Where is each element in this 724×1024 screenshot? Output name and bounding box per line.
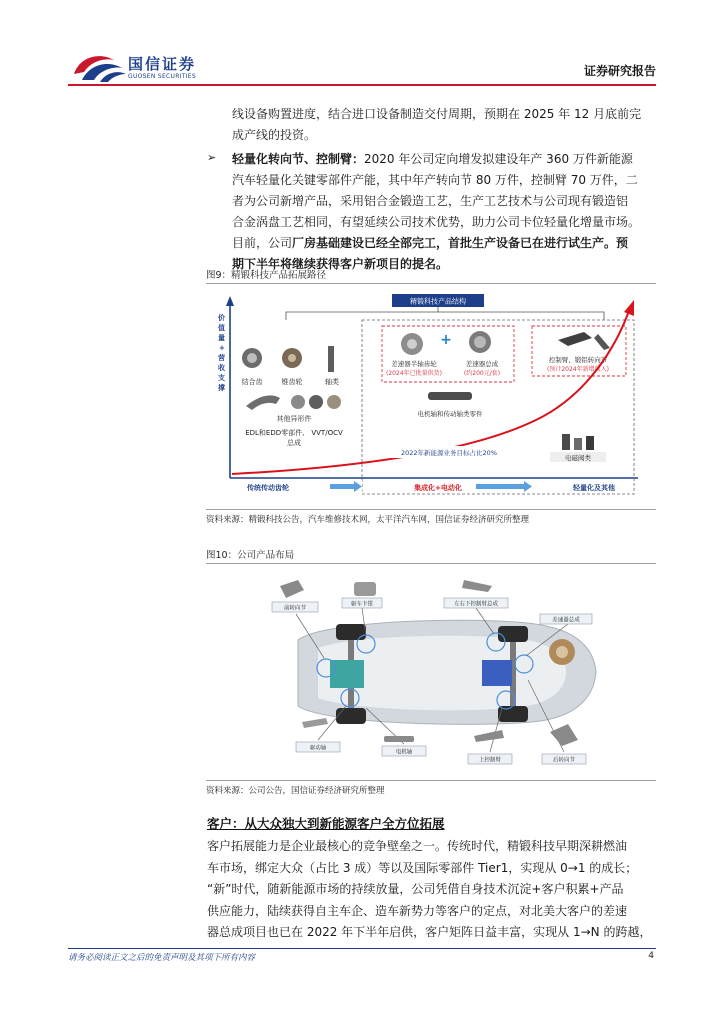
shaft-icon xyxy=(328,346,334,372)
front-knuckle-icon xyxy=(280,580,304,598)
figure9-bottom-rule xyxy=(206,509,656,510)
text-line: 汽车轻量化关键零部件产能，其中年产转向节 80 万件，控制臂 70 万件，二 xyxy=(232,173,638,187)
product-note: (2024年已批量供货) xyxy=(386,370,442,377)
figure9-top-rule xyxy=(206,283,656,284)
text-line: 线设备购置进度，结合进口设备制造交付周期，预期在 2025 年 12 月底前完 xyxy=(232,107,642,121)
y-axis-char: 撑 xyxy=(218,384,225,392)
part-icon xyxy=(327,395,341,409)
section-paragraph xyxy=(207,836,657,944)
y-axis-char: 收 xyxy=(218,364,225,372)
product-label: 差速器总成 xyxy=(465,360,499,368)
figure10-source: 资料来源：公司公告，国信证券经济研究所整理 xyxy=(206,786,385,796)
wheel-icon xyxy=(336,624,366,640)
text-span: 目前，公司 xyxy=(232,236,293,250)
part-label: 驱车卡钳 xyxy=(350,601,374,608)
y-axis-char: + xyxy=(219,344,225,352)
figure10-bottom-rule xyxy=(206,780,656,781)
timeline-arrow-icon xyxy=(476,481,532,492)
traditional-products xyxy=(242,346,343,447)
header-divider xyxy=(68,84,656,86)
text-line: 合金涡盘工艺相同，有望延续公司技术优势，助力公司卡位轻量化增量市场。 xyxy=(232,215,641,229)
section-heading: 客户：从大众独大到新能源客户全方位拓展 xyxy=(207,816,445,831)
rear-knuckle-icon xyxy=(550,724,578,746)
product-structure-label: 精锻科技产品结构 xyxy=(410,297,466,306)
part-label: 前转向节 xyxy=(283,605,307,612)
timeline-label: 轻量化及其他 xyxy=(573,484,615,492)
guosen-logo-icon xyxy=(70,50,130,84)
bullet-heading: 轻量化转向节、控制臂： xyxy=(232,152,365,166)
text-span-bold: 厂房基础建设已经全部完工，首批生产设备已在进行试生产。预 xyxy=(292,236,629,250)
y-axis-arrow-icon xyxy=(226,296,234,306)
text-line: 供应能力，陆续获得自主车企、造车新势力等客户的定点，对北美大客户的差速 xyxy=(207,903,628,918)
part-label: 驱动轴 xyxy=(309,745,327,752)
y-axis-char: 值 xyxy=(218,324,225,332)
plus-icon: + xyxy=(440,332,452,348)
y-axis-label xyxy=(217,313,226,392)
y-axis-char: 支 xyxy=(218,374,225,382)
product-label: 控制臂、锻铝转向节 xyxy=(548,356,608,364)
page-number: 4 xyxy=(648,951,654,961)
knuckle-icon xyxy=(594,334,610,350)
part-label: 后转向节 xyxy=(552,757,576,764)
front-motor-icon xyxy=(330,660,364,688)
product-label: 电磁阀类 xyxy=(565,454,591,462)
timeline-label: 集成化+电动化 xyxy=(414,484,462,492)
footer-disclaimer: 请务必阅读正文之后的免责声明及其项下所有内容 xyxy=(68,953,256,963)
report-type-label: 证券研究报告 xyxy=(583,64,656,78)
figure9-title: 图9：精锻科技产品拓展路径 xyxy=(206,270,327,281)
product-label: 锥齿轮 xyxy=(281,378,303,386)
bullet-paragraph xyxy=(232,149,657,275)
product-label: 差速器半轴齿轮 xyxy=(391,360,437,368)
product-label: 电机轴和传动轴类零件 xyxy=(417,410,483,418)
text-line xyxy=(232,149,657,170)
bullet-icon: ➢ xyxy=(207,151,217,164)
figure10-top-rule xyxy=(206,563,656,564)
figure10-diagram xyxy=(206,568,656,778)
text-line: 者为公司新增产品，采用铝合金锻造工艺，生产工艺技术与公司现有锻造铝 xyxy=(232,194,629,208)
product-note: (预计2024年新增收入) xyxy=(547,366,609,373)
footer-divider xyxy=(68,948,656,949)
text-line: 客户拓展能力是企业最核心的竞争壁垒之一。传统时代，精锻科技早期深耕燃油 xyxy=(207,839,628,853)
y-axis-char: 价 xyxy=(218,314,225,322)
solenoid-valve-icon xyxy=(562,434,570,450)
wheel-icon xyxy=(336,708,366,724)
part-icon xyxy=(291,395,305,409)
rear-drive-unit-icon xyxy=(482,660,512,686)
part-label: 上控制臂 xyxy=(478,757,502,764)
part-label: 差速器总成 xyxy=(552,617,580,624)
product-note: (约200元/套) xyxy=(463,370,501,377)
figure9-diagram xyxy=(206,288,656,506)
text-line: “新”时代，随新能源市场的持续放量，公司凭借自身技术沉淀+客户积累+产品 xyxy=(207,882,624,896)
text-span: 2020 年公司定向增发拟建设年产 360 万件新能源 xyxy=(364,152,633,166)
motor-shaft-icon xyxy=(428,392,472,400)
product-label: EDL和EDD零部件、 VVT/OCV xyxy=(245,429,343,437)
text-line: 器总成项目也已在 2022 年下半年启供，客户矩阵日益丰富，实现从 1→N 的跨越， xyxy=(207,925,652,939)
text-line-bold: 期下半年将继续获得客户新项目的提名。 xyxy=(232,257,449,271)
control-arm-icon xyxy=(558,332,592,346)
product-label: 结合齿 xyxy=(241,378,263,386)
motor-shaft-icon xyxy=(384,736,414,742)
logo-text-cn: 国信证券 xyxy=(128,55,197,73)
figure9-source: 资料来源：精锻科技公告，汽车维修技术网，太平洋汽车网，国信证券经济研究所整理 xyxy=(206,515,530,525)
lower-control-arm-icon xyxy=(462,580,492,592)
logo-text-en: GUOSEN SECURITIES xyxy=(128,73,197,80)
text-line: 成产线的投资。 xyxy=(232,128,317,142)
drive-shaft-icon xyxy=(302,718,328,728)
growth-arrow-icon xyxy=(624,300,634,316)
y-axis-char: 量 xyxy=(218,334,225,342)
part-label: 电机轴 xyxy=(395,749,413,756)
intro-paragraph xyxy=(232,104,657,146)
text-line xyxy=(232,233,657,254)
timeline-label: 传统传动齿轮 xyxy=(247,484,289,492)
product-label: 其他异形件 xyxy=(276,415,312,423)
caliper-icon xyxy=(354,582,376,596)
text-line: 车市场，绑定大众（占比 3 成）等以及国际零部件 Tier1，实现从 0→1 的成长； xyxy=(207,860,638,875)
target-label: 2022年新能源业务目标占比20% xyxy=(401,449,497,457)
special-part-icon xyxy=(246,395,280,410)
y-axis-char: 营 xyxy=(218,354,225,362)
wheel-icon xyxy=(498,626,528,642)
upper-arm-icon xyxy=(474,730,504,742)
part-label: 左右下控制臂总成 xyxy=(453,601,499,608)
structure-brace xyxy=(286,312,604,320)
figure10-title: 图10：公司产品布局 xyxy=(206,550,295,561)
product-label: 总成 xyxy=(287,439,301,447)
product-label: 轴类 xyxy=(325,378,339,386)
part-icon xyxy=(309,395,323,409)
